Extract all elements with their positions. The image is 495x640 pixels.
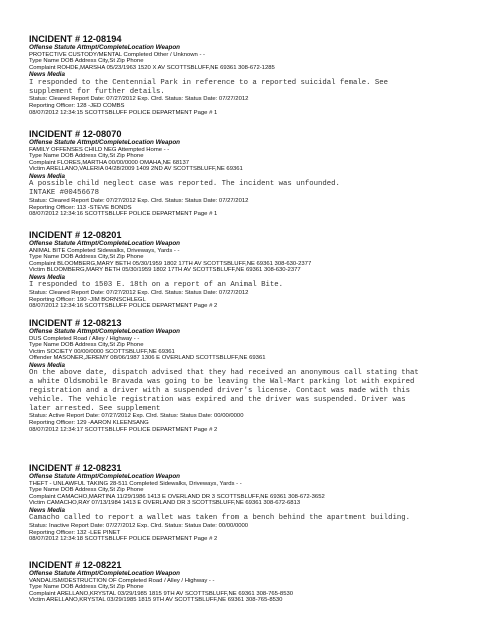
person-header: Type Name DOB Address City,St Zip Phone (29, 342, 144, 349)
incident-number: INCIDENT # 12-08221 (29, 560, 122, 570)
offense-header: Offense Statute Attmpt/CompleteLocation Weapon (29, 44, 181, 51)
news-media-label: News Media (29, 273, 66, 281)
person-row: Complaint BLOOMBERG,MARY BETH 05/30/1959 1802 17TH AV SCOTTSBLUFF,NE 69361 308-630-2377 (29, 260, 312, 267)
incident-number: INCIDENT # 12-08070 (29, 129, 122, 139)
narrative-line: I responded to 1503 E. 18th on a report of an Animal Bite. (29, 281, 283, 290)
offense-line: VANDALISM/DESTRUCTION OF Completed Road / Alley / Highway - - (29, 577, 215, 584)
narrative-line: I responded to the Centennial Park in reference to a reported suicidal female. See (29, 78, 389, 87)
incident-block (29, 318, 479, 433)
offense-line: PROTECTIVE CUSTODY/MENTAL Completed Other / Unknown - - (29, 51, 205, 58)
page-footer: 08/07/2012 12:34:16 SCOTTSBLUFF POLICE DEPARTMENT Page # 2 (29, 303, 218, 310)
incident-number: INCIDENT # 12-08194 (29, 34, 122, 44)
person-row: Victim BLOOMBERG,MARY BETH 05/30/1959 1802 17TH AV SCOTTSBLUFF,NE 69361 308-630-2377 (29, 267, 301, 274)
person-row: Victim SOCIETY 00/00/0000 SCOTTSBLUFF,NE 69361 (29, 348, 175, 355)
narrative-line: supplement for further details. (29, 87, 165, 96)
incident-block (29, 129, 479, 218)
page-footer: 08/07/2012 12:34:16 SCOTTSBLUFF POLICE DEPARTMENT Page # 1 (29, 211, 218, 218)
incident-block (29, 463, 479, 543)
offense-header: Offense Statute Attmpt/CompleteLocation Weapon (29, 139, 181, 146)
reporting-officer: Reporting Officer: 128 -JED COMBS (29, 103, 125, 110)
offense-header: Offense Statute Attmpt/CompleteLocation Weapon (29, 240, 181, 247)
offense-header: Offense Statute Attmpt/CompleteLocation Weapon (29, 328, 181, 335)
reporting-officer: Reporting Officer: 132 -LEE PINET (29, 529, 121, 536)
offense-line: THEFT - UNLAWFUL TAKING 28-511 Completed Sidewalks, Driveways, Yards - - (29, 480, 242, 487)
status-line: Status: Active Report Date: 07/27/2012 Exp. Clrd. Status: Status Date: 00/00/0000 (29, 413, 244, 420)
narrative-line: vehicle. The vehicle registration was expired and the driver was suspended. Driver was (29, 395, 406, 404)
offense-header: Offense Statute Attmpt/CompleteLocation Weapon (29, 473, 181, 480)
narrative-line: A possible child neglect case was reported. The incident was unfounded. (29, 180, 340, 189)
person-row: Victim ARELLANO,KRYSTAL 03/29/1985 1815 9TH AV SCOTTSBLUFF,NE 69361 308-765-8530 (29, 597, 283, 604)
status-line: Status: Cleared Report Date: 07/27/2012 Exp. Clrd. Status: Status Date: 07/27/2012 (29, 198, 249, 205)
offense-line: FAMILY OFFENSES CHILD NEG Attempted Home - - (29, 146, 170, 153)
incident-number: INCIDENT # 12-08201 (29, 230, 122, 240)
page-footer: 08/07/2012 12:34:17 SCOTTSBLUFF POLICE DEPARTMENT Page # 2 (29, 426, 218, 433)
person-header: Type Name DOB Address City,St Zip Phone (29, 153, 144, 160)
news-media-label: News Media (29, 506, 66, 514)
incident-number: INCIDENT # 12-08213 (29, 318, 122, 328)
person-row: Complaint FLORES,MARTHA 00/00/0000 OMAHA,NE 68137 (29, 159, 189, 166)
news-media-label: News Media (29, 172, 66, 180)
person-header: Type Name DOB Address City,St Zip Phone (29, 58, 144, 65)
status-line: Status: Cleared Report Date: 07/27/2012 Exp. Clrd. Status: Status Date: 07/27/2012 (29, 96, 249, 103)
person-row: Complaint ROHDE,MARSHA 05/23/1963 1520 X AV SCOTTSBLUFF,NE 69361 308-672-1285 (29, 64, 275, 71)
reporting-officer: Reporting Officer: 129 -AARON KLEENSANG (29, 420, 149, 427)
person-row: Complaint ARELLANO,KRYSTAL 03/29/1985 1815 9TH AV SCOTTSBLUFF,NE 69361 308-765-8530 (29, 590, 294, 597)
incident-block (29, 34, 479, 116)
narrative-line: later arrested. See supplement (29, 404, 161, 413)
narrative-line: a white Oldsmobile Bravada was going to be leaving the Wal-Mart parking lot with expired (29, 378, 415, 387)
incident-block (29, 230, 479, 310)
news-media-label: News Media (29, 71, 66, 79)
person-row: Victim ARELLANO,VALERIA 04/28/2009 1409 2ND AV SCOTTSBLUFF,NE 69361 (29, 166, 243, 173)
person-row: Complaint CAMACHO,MARTINA 11/29/1986 1413 E OVERLAND DR 3 SCOTTSBLUFF,NE 69361 308-672-3652 (29, 493, 325, 500)
reporting-officer: Reporting Officer: 190 -JIM BORNSCHLEGL (29, 296, 146, 303)
offense-line: DUS Completed Road / Alley / Highway - - (29, 335, 140, 342)
news-media-label: News Media (29, 361, 66, 369)
person-row: Offender MASONER,JEREMY 08/06/1987 1306 E OVERLAND SCOTTSBLUFF,NE 69361 (29, 355, 266, 362)
narrative-line: Camacho called to report a wallet was taken from a bench behind the apartment building. (29, 514, 410, 523)
narrative-line: INTAKE #00456678 (29, 189, 100, 198)
person-header: Type Name DOB Address City,St Zip Phone (29, 487, 144, 494)
offense-line: ANIMAL BITE Completed Sidewalks, Driveways, Yards - - (29, 247, 180, 254)
status-line: Status: Inactive Report Date: 07/27/2012 Exp. Clrd. Status: Status Date: 00/00/0000 (29, 523, 249, 530)
narrative-line: On the above date, dispatch advised that they had received an anonymous call stating that (29, 369, 419, 378)
person-header: Type Name DOB Address City,St Zip Phone (29, 254, 144, 261)
person-header: Type Name DOB Address City,St Zip Phone (29, 584, 144, 591)
incident-block (29, 560, 479, 604)
incident-number: INCIDENT # 12-08231 (29, 463, 122, 473)
narrative-line: registration and a driver with a suspended driver's license. Contact was made with this (29, 387, 410, 396)
status-line: Status: Cleared Report Date: 07/27/2012 Exp. Clrd. Status: Status Date: 07/27/2012 (29, 290, 249, 297)
page-footer: 08/07/2012 12:34:15 SCOTTSBLUFF POLICE DEPARTMENT Page # 1 (29, 109, 218, 116)
reporting-officer: Reporting Officer: 113 -STEVE BONDS (29, 204, 132, 211)
page-footer: 08/07/2012 12:34:18 SCOTTSBLUFF POLICE DEPARTMENT Page # 2 (29, 536, 218, 543)
offense-header: Offense Statute Attmpt/CompleteLocation Weapon (29, 570, 181, 577)
person-row: Victim CAMACHO,RAY 07/13/1984 1413 E OVERLAND DR 3 SCOTTSBLUFF,NE 69361 308-672-6813 (29, 500, 301, 507)
